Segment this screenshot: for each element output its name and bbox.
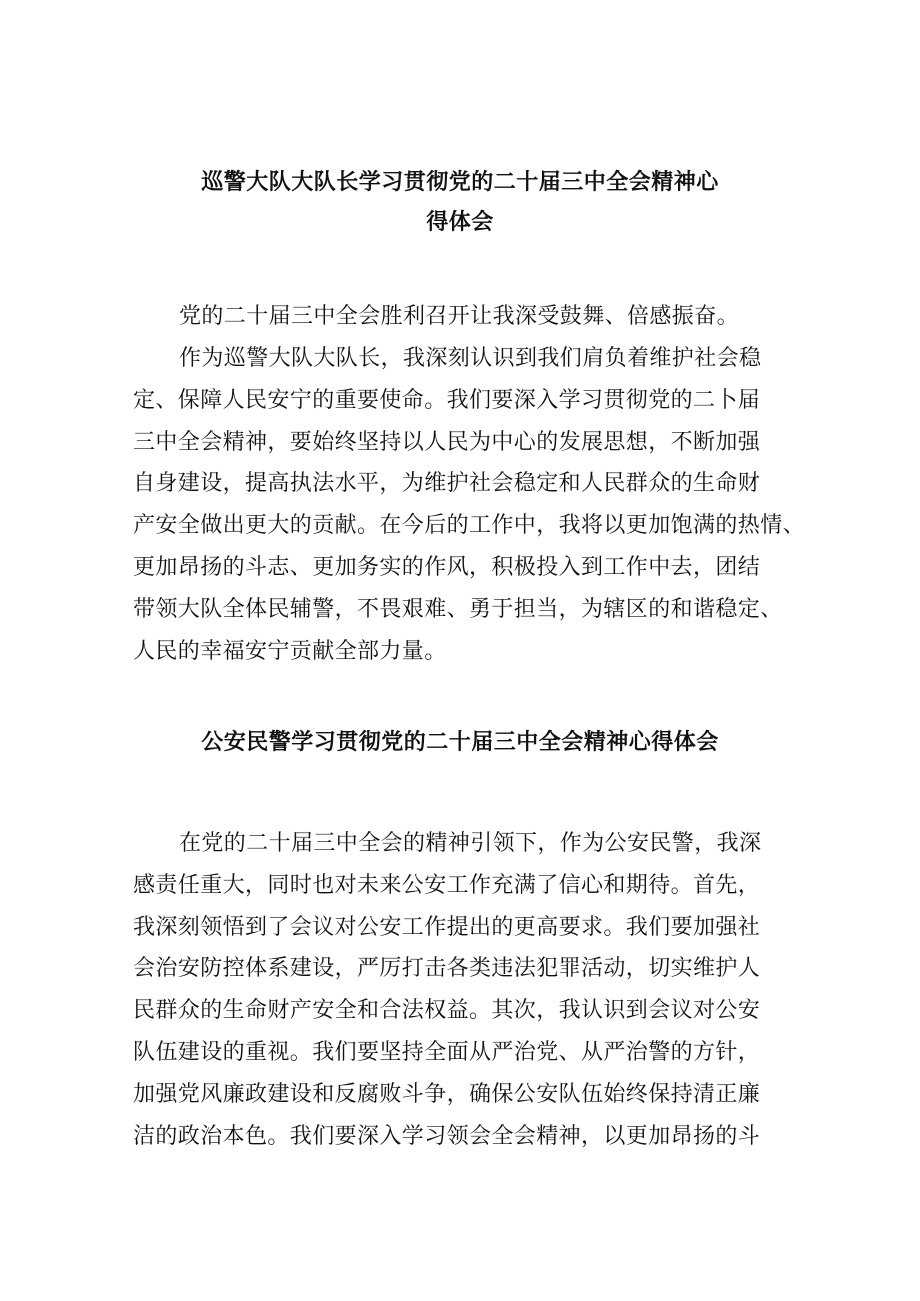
paragraph-line: 产安全做出更大的贡献。在今后的工作中，我将以更加饱满的热情、 — [133, 513, 806, 539]
paragraph-line: 队伍建设的重视。我们要坚持全面从严治党、从严治警的方针， — [133, 1039, 761, 1065]
paragraph-line: 在党的二十届三中全会的精神引领下，作为公安民警，我深 — [179, 831, 762, 856]
paragraph-line: 人民的幸福安宁贡献全部力量。 — [133, 638, 447, 664]
paragraph-line: 更加昂扬的斗志、更加务实的作风，积极投入到工作中去，团结 — [133, 554, 761, 580]
paragraph-line: 带领大队全体民辅警，不畏艰难、勇于担当，为辖区的和谐稳定、 — [133, 596, 783, 622]
paragraph-line: 党的二十届三中全会胜利召开让我深受鼓舞、倍感振奋。 — [179, 304, 740, 329]
paragraph-line: 民群众的生命财产安全和合法权益。其次，我认识到会议对公安 — [133, 998, 761, 1024]
paragraph-line: 自身建设，提高执法水平，为维护社会稳定和人民群众的生命财 — [133, 471, 761, 497]
section1-title-line-2: 得体会 — [426, 210, 494, 235]
paragraph-line: 加强党风廉政建设和反腐败斗争，确保公安队伍始终保持清正廉 — [133, 1081, 761, 1107]
section1-paragraph-1 — [133, 296, 793, 338]
section1-title-line-1: 巡警大队大队长学习贯彻党的二十届三中全会精神心 — [201, 170, 719, 195]
paragraph-line: 会治安防控体系建设，严厉打击各类违法犯罪活动，切实维护人 — [133, 956, 761, 982]
paragraph-line: 定、保障人民安宁的重要使命。我们要深入学习贯彻党的二卜届 — [133, 387, 761, 413]
section2-title-line-1: 公安民警学习贯彻党的二十届三中全会精神心得体会 — [201, 730, 719, 755]
paragraph-line: 我深刻领悟到了会议对公安工作提出的更高要求。我们要加强社 — [133, 914, 761, 940]
section1-paragraph-2 — [133, 338, 806, 672]
paragraph-line: 感责任重大，同时也对未来公安工作充满了信心和期待。首先， — [133, 872, 761, 898]
paragraph-line: 三中全会精神，要始终坚持以人民为中心的发展思想，不断加强 — [133, 429, 761, 455]
paragraph-line: 洁的政治本色。我们要深入学习领会全会精神，以更加昂扬的斗 — [133, 1123, 761, 1149]
paragraph-line: 作为巡警大队大队长，我深刻认识到我们肩负着维护社会稳 — [179, 346, 762, 371]
section2-title — [110, 723, 810, 763]
section1-title — [110, 163, 810, 243]
section2-paragraph-1 — [133, 823, 793, 1157]
